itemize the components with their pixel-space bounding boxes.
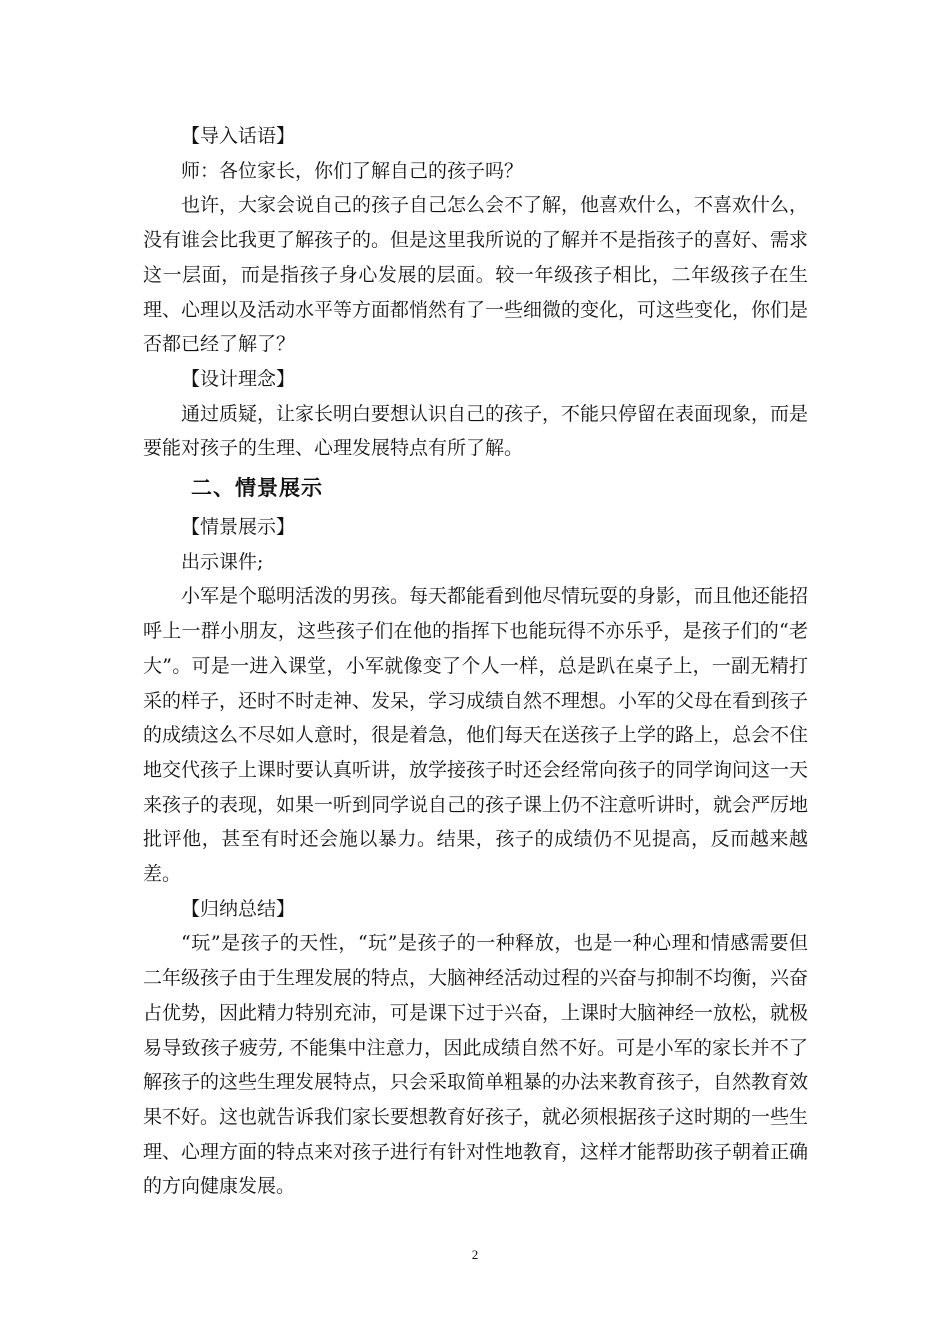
intro-label: 【导入话语】	[181, 125, 296, 147]
summary-paragraph: “玩”是孩子的天性，“玩”是孩子的一种释放，也是一种心理和情感需要但二年级孩子由于生理发展的特点，大脑神经活动过程的兴奋与抑制不均衡，兴奋占优势，因此精力特别充沛，可是课下过于兴奋，上课时大脑神经一放松，就极易导致孩子疲劳, 不能集中注意力，因此成绩自然不好。可是小军的家长并不了解孩子的这些生理发展特点，只会采取简单粗暴的办法来教育孩子，自然教育效果不好。这也就告诉我们家长要想教育好孩子，就必须根据孩子这时期的一些生理、心理方面的特点来对孩子进行有针对性地教育，这样才能帮助孩子朝着正确的方向健康发展。	[143, 932, 809, 1198]
show-courseware: 出示课件;	[181, 550, 264, 573]
page-number: 2	[471, 1247, 479, 1262]
design-label: 【设计理念】	[181, 367, 296, 390]
scene-label: 【情景展示】	[181, 516, 296, 539]
document-body	[143, 119, 808, 1204]
design-paragraph: 通过质疑，让家长明白要想认识自己的孩子，不能只停留在表面现象，而是要能对孩子的生理、心理发展特点有所了解。	[143, 402, 809, 460]
intro-paragraph: 也许，大家会说自己的孩子自己怎么会不了解，他喜欢什么，不喜欢什么，没有谁会比我更了解孩子的。但是这里我所说的了解并不是指孩子的喜好、需求这一层面，而是指孩子身心发展的层面。较一年级孩子相比，二年级孩子在生理、心理以及活动水平等方面都悄然有了一些细微的变化，可这些变化，你们是否都已经了解了？	[143, 194, 809, 356]
summary-label: 【归纳总结】	[181, 897, 296, 920]
story-paragraph: 小军是个聪明活泼的男孩。每天都能看到他尽情玩耍的身影，而且他还能招呼上一群小朋友，这些孩子们在他的指挥下也能玩得不亦乐乎，是孩子们的“老大”。可是一进入课堂，小军就像变了个人一样，总是趴在桌子上，一副无精打采的样子，还时不时走神、发呆，学习成绩自然不理想。小军的父母在看到孩子的成绩这么不尽如人意时，很是着急，他们每天在送孩子上学的路上，总会不住地交代孩子上课时要认真听讲，放学接孩子时还会经常向孩子的同学询问这一天来孩子的表现，如果一听到同学说自己的孩子课上仍不注意听讲时，就会严厉地批评他，甚至有时还会施以暴力。结果，孩子的成绩仍不见提高，反而越来越差。	[143, 585, 809, 886]
section-heading-two: 二、情景展示	[191, 476, 323, 501]
teacher-question: 师：各位家长，你们了解自己的孩子吗？	[181, 159, 524, 182]
